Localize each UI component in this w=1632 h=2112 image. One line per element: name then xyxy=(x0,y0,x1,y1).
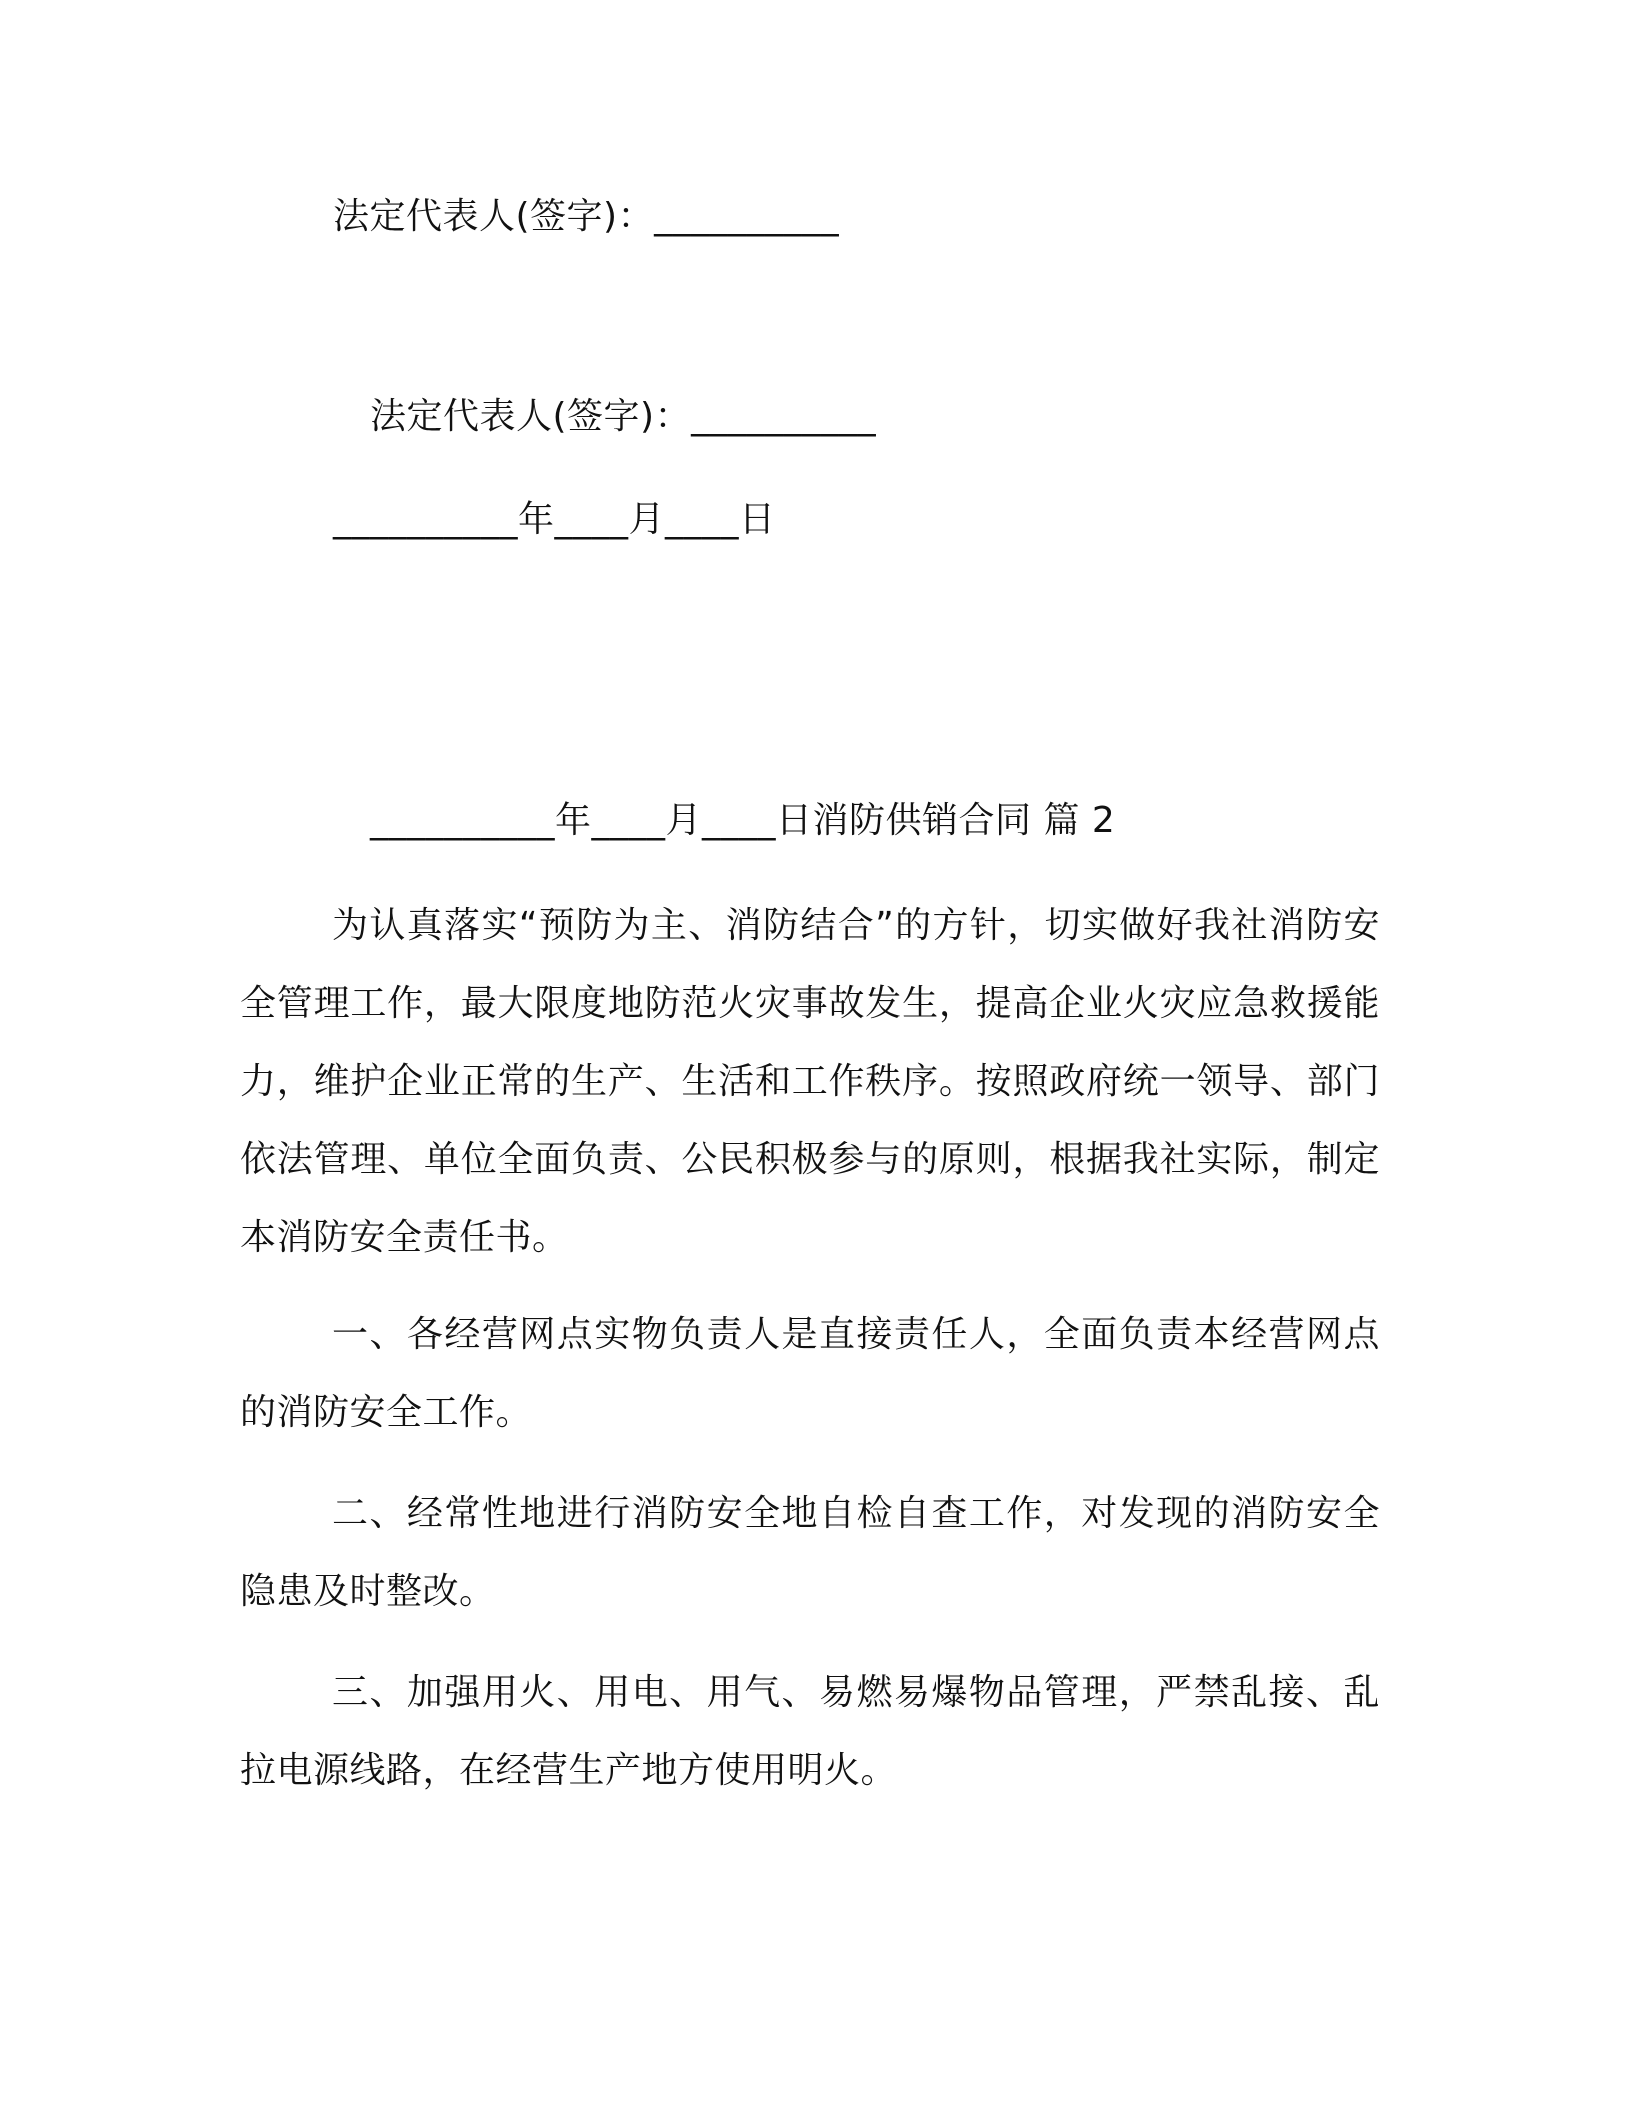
legal-representative-signature-line-2: 法定代表人(签字)：__________ xyxy=(370,396,877,437)
clause-2-paragraph: 二、经常性地进行消防安全地自检自查工作，对发现的消防安全隐患及时整改。 xyxy=(240,1493,1380,1612)
section-heading: __________年____月____日消防供销合同 篇 2 xyxy=(370,800,1116,841)
signature-date-line: __________年____月____日 xyxy=(333,499,776,540)
clause-1-paragraph: 一、各经营网点实物负责人是直接责任人，全面负责本经营网点的消防安全工作。 xyxy=(240,1314,1380,1433)
intro-paragraph: 为认真落实“预防为主、消防结合”的方针，切实做好我社消防安全管理工作，最大限度地防范火灾事故发生，提高企业火灾应急救援能力，维护企业正常的生产、生活和工作秩序。按照政府统一领导、部门依法管理、单位全面负责、公民积极参与的原则，根据我社实际，制定本消防安全责任书。 xyxy=(240,905,1380,1258)
clause-3-paragraph: 三、加强用火、用电、用气、易燃易爆物品管理，严禁乱接、乱拉电源线路，在经营生产地方使用明火。 xyxy=(240,1672,1380,1791)
legal-representative-signature-line: 法定代表人(签字)：__________ xyxy=(333,196,840,237)
